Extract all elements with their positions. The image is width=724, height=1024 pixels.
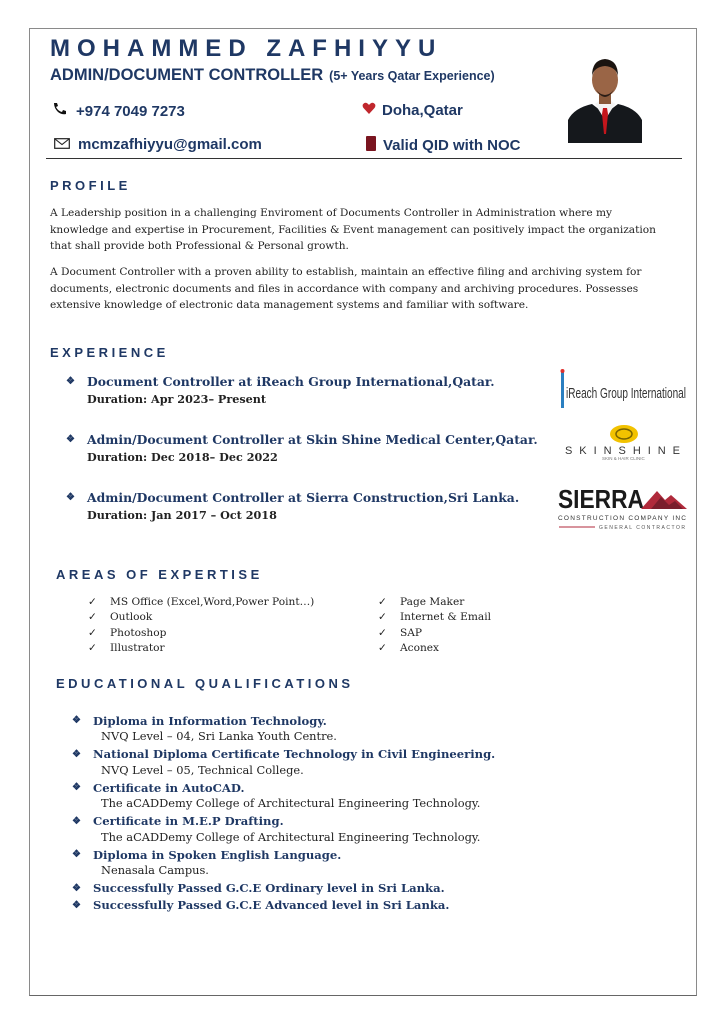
qualification-title: Diploma in Information Technology.: [93, 713, 327, 728]
check-icon: ✓: [378, 611, 387, 624]
svg-text:SKINSHINE: SKINSHINE: [565, 445, 685, 457]
skill-label: Outlook: [110, 611, 153, 624]
location-contact: [362, 102, 463, 119]
svg-text:GENERAL CONTRACTOR: GENERAL CONTRACTOR: [599, 525, 685, 531]
visa-contact: [366, 136, 521, 155]
profile-heading: PROFILE: [50, 178, 131, 193]
experience-role: Admin/Document Controller at Sierra Construction,Sri Lanka.: [87, 490, 520, 505]
list-item: [378, 610, 491, 625]
diamond-bullet-icon: ❖: [66, 434, 75, 445]
list-item: [72, 897, 495, 914]
list-item: [72, 712, 495, 746]
experience-item: [66, 490, 519, 522]
sierra-logo: [557, 483, 689, 537]
skill-label: MS Office (Excel,Word,Power Point…): [110, 596, 315, 608]
check-icon: ✓: [378, 641, 387, 654]
check-icon: ✓: [88, 596, 97, 608]
qualification-detail: The aCADDemy College of Architectural Engineering Technology.: [101, 796, 481, 810]
svg-text:SKIN & HAIR CLINIC: SKIN & HAIR CLINIC: [602, 456, 645, 461]
experience-duration: Duration: Apr 2023– Present: [87, 392, 267, 406]
check-icon: ✓: [88, 626, 97, 639]
check-icon: ✓: [88, 641, 97, 654]
expertise-heading: AREAS OF EXPERTISE: [56, 567, 263, 582]
diamond-bullet-icon: ❖: [72, 715, 81, 726]
qualification-title: Diploma in Spoken English Language.: [93, 847, 342, 862]
ireach-logo: [558, 368, 688, 416]
diamond-bullet-icon: ❖: [72, 899, 81, 911]
list-item: [88, 595, 314, 610]
qualification-title: Successfully Passed G.C.E Ordinary level in Sri Lanka.: [93, 881, 445, 895]
list-item: [72, 746, 495, 780]
skill-label: Aconex: [400, 641, 440, 654]
diamond-bullet-icon: ❖: [66, 376, 75, 387]
email-contact: [54, 136, 262, 153]
experience-item: [66, 432, 538, 464]
experience-subtitle: (5+ Years Qatar Experience): [329, 69, 495, 83]
diamond-bullet-icon: ❖: [72, 748, 81, 760]
qualification-detail: NVQ Level – 04, Sri Lanka Youth Centre.: [101, 729, 337, 743]
experience-role: Document Controller at iReach Group International,Qatar.: [87, 374, 495, 389]
diamond-bullet-icon: ❖: [72, 849, 81, 860]
list-item: [88, 641, 314, 656]
location-text: Doha,Qatar: [382, 102, 463, 119]
experience-duration: Duration: Dec 2018– Dec 2022: [87, 450, 278, 464]
diamond-bullet-icon: ❖: [72, 815, 81, 827]
experience-role: Admin/Document Controller at Skin Shine Medical Center,Qatar.: [87, 432, 538, 447]
phone-number[interactable]: +974 7049 7273: [76, 102, 185, 120]
skill-label: Illustrator: [110, 641, 165, 654]
qualification-title: Certificate in M.E.P Drafting.: [93, 814, 284, 828]
svg-text:SIERRA: SIERRA: [558, 484, 645, 514]
profile-photo: [568, 48, 642, 143]
list-item: [72, 779, 495, 813]
experience-heading: EXPERIENCE: [50, 345, 169, 360]
list-item: [378, 595, 491, 610]
list-item: [72, 846, 495, 880]
qualification-title: Successfully Passed G.C.E Advanced level in Sri Lanka.: [93, 898, 450, 912]
diamond-bullet-icon: ❖: [72, 782, 81, 793]
profile-paragraph-1: A Leadership position in a challenging Enviroment of Documents Controller in Administration where my knowledge and expertise in Procurement, Facilities & Event management can positively impact the organization that shall provide both Professional & Personal growth.: [50, 207, 656, 253]
diamond-bullet-icon: ❖: [66, 492, 75, 503]
check-icon: ✓: [88, 611, 97, 624]
experience-item: [66, 374, 495, 406]
list-item: [378, 626, 491, 641]
list-item: [88, 610, 314, 625]
check-icon: ✓: [378, 626, 387, 639]
qualification-detail: The aCADDemy College of Architectural Engineering Technology.: [101, 829, 481, 844]
phone-contact: [52, 102, 185, 120]
svg-text:CONSTRUCTION COMPANY INC: CONSTRUCTION COMPANY INC: [558, 515, 686, 522]
email-address[interactable]: mcmzafhiyyu@gmail.com: [78, 136, 262, 153]
phone-icon: [52, 102, 68, 120]
job-title: [50, 66, 495, 85]
list-item: [72, 880, 495, 897]
list-item: [72, 813, 495, 847]
candidate-name: MOHAMMED ZAFHIYYU: [50, 35, 443, 62]
qualification-detail: NVQ Level – 05, Technical College.: [101, 762, 304, 777]
skill-label: SAP: [400, 626, 423, 639]
diamond-bullet-icon: ❖: [72, 882, 81, 894]
header-divider: [46, 158, 682, 159]
skill-label: Page Maker: [400, 596, 465, 608]
list-item: [378, 641, 491, 656]
svg-text:iReach Group International: iReach Group International: [566, 385, 686, 402]
qualification-title: Certificate in AutoCAD.: [93, 780, 245, 795]
expertise-list-left: [88, 595, 314, 656]
list-item: [88, 626, 314, 641]
job-title-text: ADMIN/DOCUMENT CONTROLLER: [50, 66, 324, 84]
check-icon: ✓: [378, 596, 387, 608]
qualification-title: National Diploma Certificate Technology in Civil Engineering.: [93, 747, 496, 761]
heart-icon: [362, 102, 376, 119]
experience-duration: Duration: Jan 2017 – Oct 2018: [87, 508, 277, 522]
education-heading: EDUCATIONAL QUALIFICATIONS: [56, 676, 354, 691]
qualification-detail: Nenasala Campus.: [101, 863, 209, 877]
visa-status: Valid QID with NOC: [383, 137, 521, 154]
passport-icon: [366, 136, 376, 155]
skill-label: Internet & Email: [400, 611, 491, 624]
skill-label: Photoshop: [110, 626, 167, 639]
expertise-list-right: [378, 595, 491, 656]
envelope-icon: [54, 136, 70, 153]
education-list: [72, 712, 495, 914]
skinshine-logo: [562, 424, 688, 466]
profile-paragraph-2: A Document Controller with a proven ability to establish, maintain an effective filing and archiving system for documents, electronic documents and files in accordance with company and archiving procedures. Possesses extensive knowledge of electronic data management systems and familiar with software.: [50, 266, 642, 312]
